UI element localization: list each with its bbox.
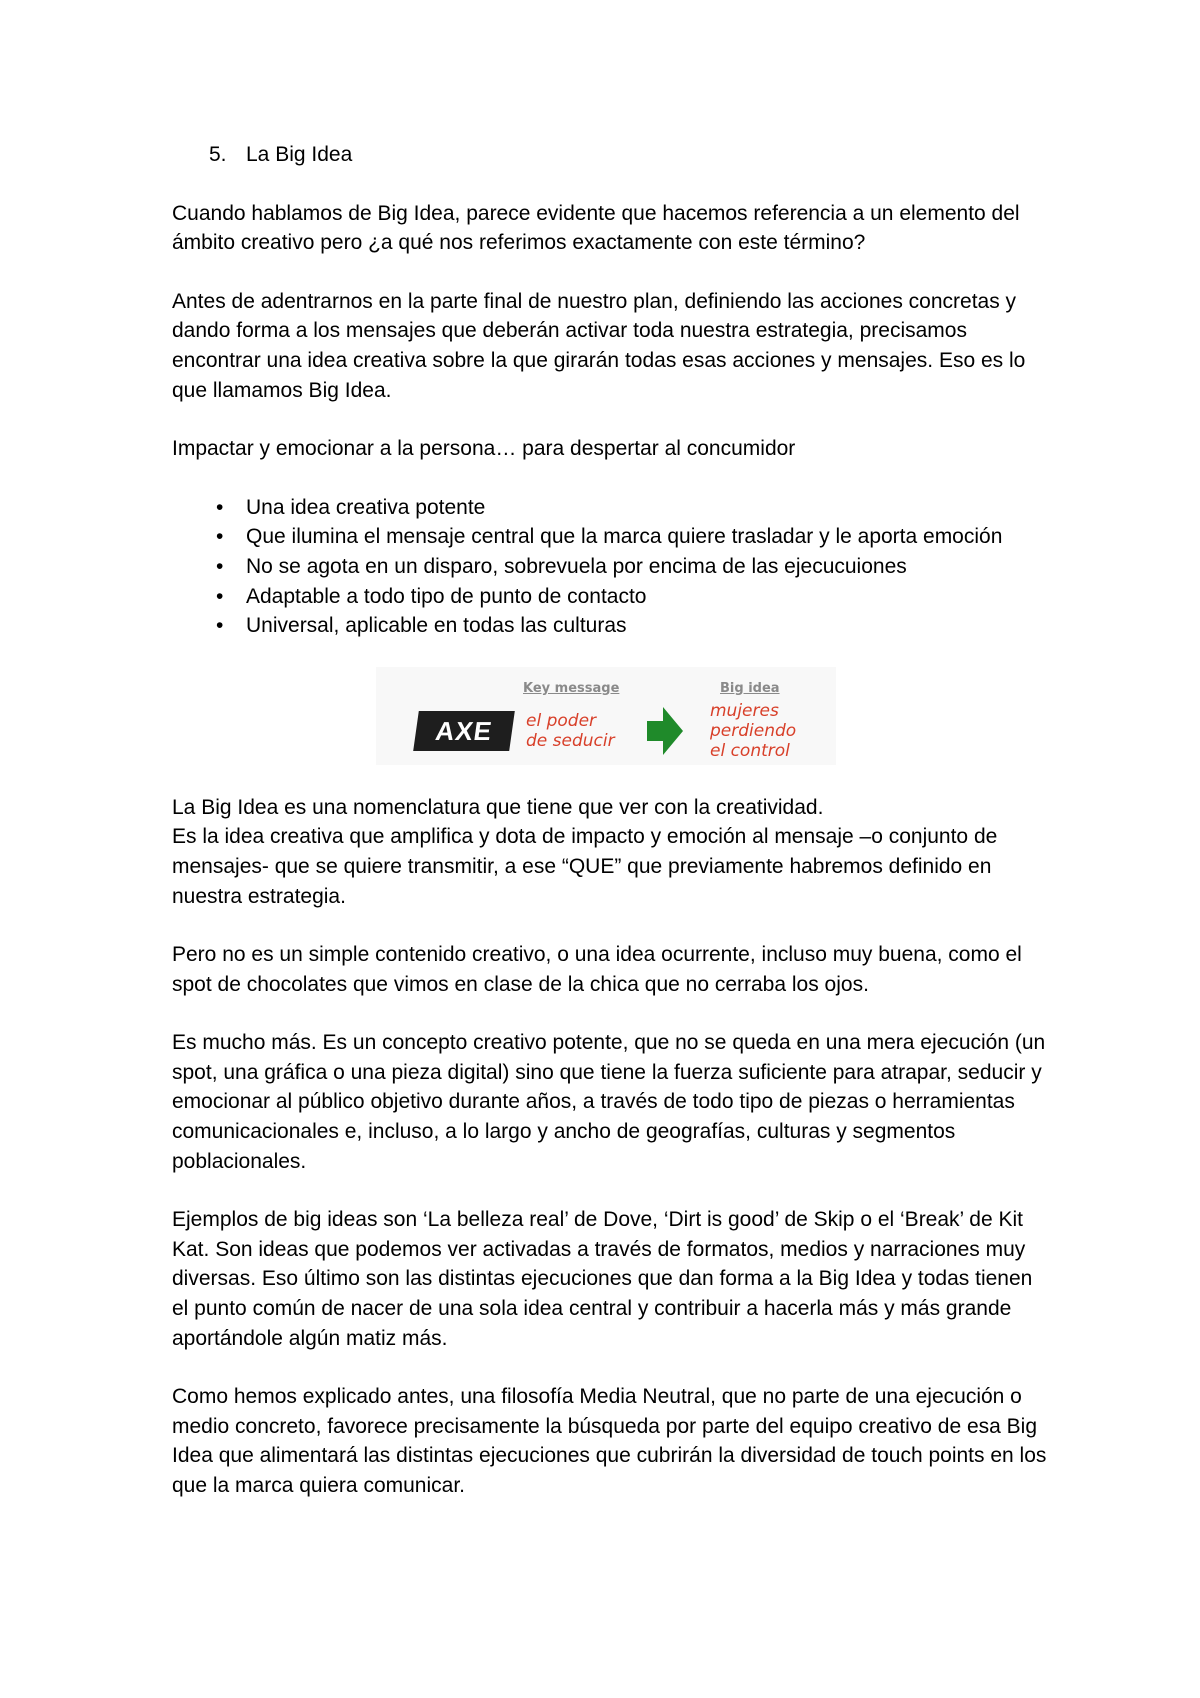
key-message-line: el poder [526, 710, 597, 731]
big-idea-line: perdiendo [710, 720, 797, 741]
definition-line: Es la idea creativa que amplifica y dota de impacto y emoción al mensaje –o conjunto de mensajes- que se quiere transmitir, a ese “QUE” que previamente habremos definido en nuestra estrategia. [172, 825, 998, 908]
list-item: • Adaptable a todo tipo de punto de contacto [172, 582, 1052, 612]
paragraph-not-simple-content: Pero no es un simple contenido creativo, o una idea ocurrente, incluso muy buena, como el spot de chocolates que vimos en clase de la chica que no cerraba los ojos. [172, 943, 1022, 996]
big-idea-label: Big idea [720, 680, 780, 696]
paragraph-media-neutral: Como hemos explicado antes, una filosofía Media Neutral, que no parte de una ejecución o medio concreto, favorece precisamente la búsqueda por parte del equipo creativo de esa Big Idea que alimentará las distintas ejecuciones que cubrirán la diversidad de touch points en los que la marca quiera comunicar. [172, 1385, 1047, 1497]
paragraph-intro-question: Cuando hablamos de Big Idea, parece evidente que hacemos referencia a un elemento del ámbito creativo pero ¿a qué nos referimos exactamente con este término? [172, 201, 1020, 255]
characteristics-list [172, 493, 1052, 641]
section-heading [172, 140, 1052, 170]
section-title: La Big Idea [246, 143, 353, 166]
paragraph-definition [172, 793, 1052, 911]
big-idea-text [710, 701, 796, 761]
section-number: 5. [209, 143, 227, 166]
arrow-right-icon [647, 707, 683, 755]
axe-logo: AXE [413, 711, 515, 751]
list-item: • No se agota en un disparo, sobrevuela por encima de las ejecucuiones [172, 552, 1052, 582]
definition-line: La Big Idea es una nomenclatura que tiene que ver con la creatividad. [172, 795, 824, 819]
document-page [172, 140, 1052, 1530]
big-idea-line: mujeres [710, 700, 779, 721]
key-message-text [526, 711, 615, 751]
list-item: • Que ilumina el mensaje central que la marca quiere trasladar y le aporta emoción [172, 522, 1052, 552]
paragraph-examples: Ejemplos de big ideas son ‘La belleza real’ de Dove, ‘Dirt is good’ de Skip o el ‘Break’ de Kit Kat. Son ideas que podemos ver activadas a través de formatos, medios y narraciones muy diversas. Eso último son las distintas ejecuciones que dan forma a la Big Idea y todas tienen el punto común de nacer de una sola idea central y contribuir a hacerla más y más grande aportándole algún matiz más. [172, 1208, 1033, 1350]
paragraph-impact-statement: Impactar y emocionar a la persona… para despertar al concumidor [172, 437, 796, 461]
paragraph-intro-context: Antes de adentrarnos en la parte final de nuestro plan, definiendo las acciones concretas y dando forma a los mensajes que deberán activar toda nuestra estrategia, precisamos encontrar una idea creativa sobre la que girarán todas esas acciones y mensajes. Eso es lo que llamamos Big Idea. [172, 289, 1026, 402]
paragraph-much-more: Es mucho más. Es un concepto creativo potente, que no se queda en una mera ejecución (un spot, una gráfica o una pieza digital) sino que tiene la fuerza suficiente para atrapar, seducir y emocionar al público objetivo durante años, a través de todo tipo de piezas o herramientas comunicacionales e, incluso, a lo largo y ancho de geografías, culturas y segmentos poblacionales. [172, 1031, 1046, 1173]
axe-big-idea-figure [376, 667, 836, 765]
list-item: • Universal, aplicable en todas las culturas [172, 611, 1052, 641]
big-idea-line: el control [710, 740, 790, 761]
key-message-label: Key message [523, 680, 620, 696]
key-message-line: de seducir [526, 730, 615, 751]
list-item: • Una idea creativa potente [172, 493, 1052, 523]
